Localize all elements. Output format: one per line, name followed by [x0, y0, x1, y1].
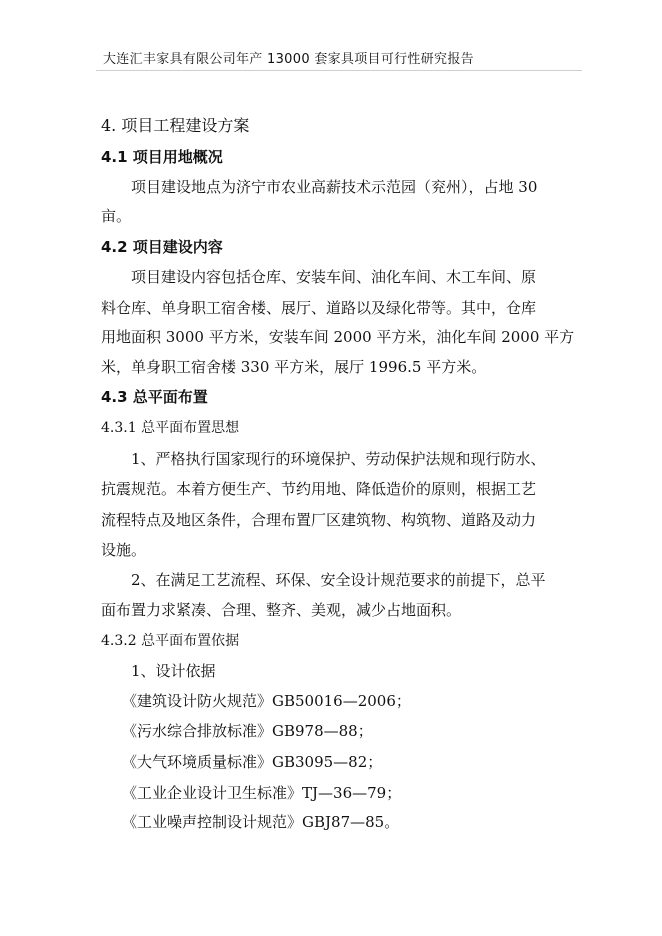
paragraph-line: 设施。	[101, 541, 147, 559]
paragraph-line: 2、在满足工艺流程、环保、安全设计规范要求的前提下，总平	[131, 571, 546, 589]
paragraph-line: 面布置力求紧凑、合理、整齐、美观，减少占地面积。	[101, 601, 462, 619]
paragraph-line: 项目建设内容包括仓库、安装车间、油化车间、木工车间、原	[131, 268, 537, 286]
paragraph-line: 抗震规范。本着方便生产、节约用地、降低造价的原则，根据工艺	[101, 480, 537, 498]
standard-item: 《工业噪声控制设计规范》GBJ87—85。	[122, 813, 400, 831]
paragraph-line: 流程特点及地区条件，合理布置厂区建筑物、构筑物、道路及动力	[101, 511, 537, 529]
sub-heading: 1、设计依据	[131, 662, 216, 680]
running-header: 大连汇丰家具有限公司年产 13000 套家具项目可行性研究报告	[103, 52, 474, 67]
standard-item: 《污水综合排放标准》GB978—88；	[122, 722, 373, 740]
paragraph-line: 料仓库、单身职工宿舍楼、展厅、道路以及绿化带等。其中，仓库	[101, 299, 537, 317]
standard-item: 《工业企业设计卫生标准》TJ—36—79；	[122, 784, 402, 802]
heading-4-1: 4.1 项目用地概况	[101, 148, 223, 166]
heading-4-2: 4.2 项目建设内容	[101, 238, 223, 256]
paragraph-line: 米，单身职工宿舍楼 330 平方米，展厅 1996.5 平方米。	[101, 358, 487, 376]
standard-item: 《大气环境质量标准》GB3095—82；	[122, 753, 383, 771]
header-rule	[96, 70, 582, 71]
paragraph-line: 用地面积 3000 平方米，安装车间 2000 平方米，油化车间 2000 平方	[101, 328, 575, 346]
section-title: 4. 项目工程建设方案	[101, 116, 250, 135]
paragraph-line: 项目建设地点为济宁市农业高薪技术示范园（兖州），占地 30	[131, 178, 538, 196]
heading-4-3: 4.3 总平面布置	[101, 388, 208, 406]
heading-4-3-2: 4.3.2 总平面布置依据	[101, 633, 240, 649]
paragraph-line: 亩。	[101, 207, 132, 225]
standard-item: 《建筑设计防火规范》GB50016—2006；	[122, 692, 411, 710]
heading-4-3-1: 4.3.1 总平面布置思想	[101, 420, 240, 436]
paragraph-line: 1、严格执行国家现行的环境保护、劳动保护法规和现行防水、	[131, 450, 546, 468]
